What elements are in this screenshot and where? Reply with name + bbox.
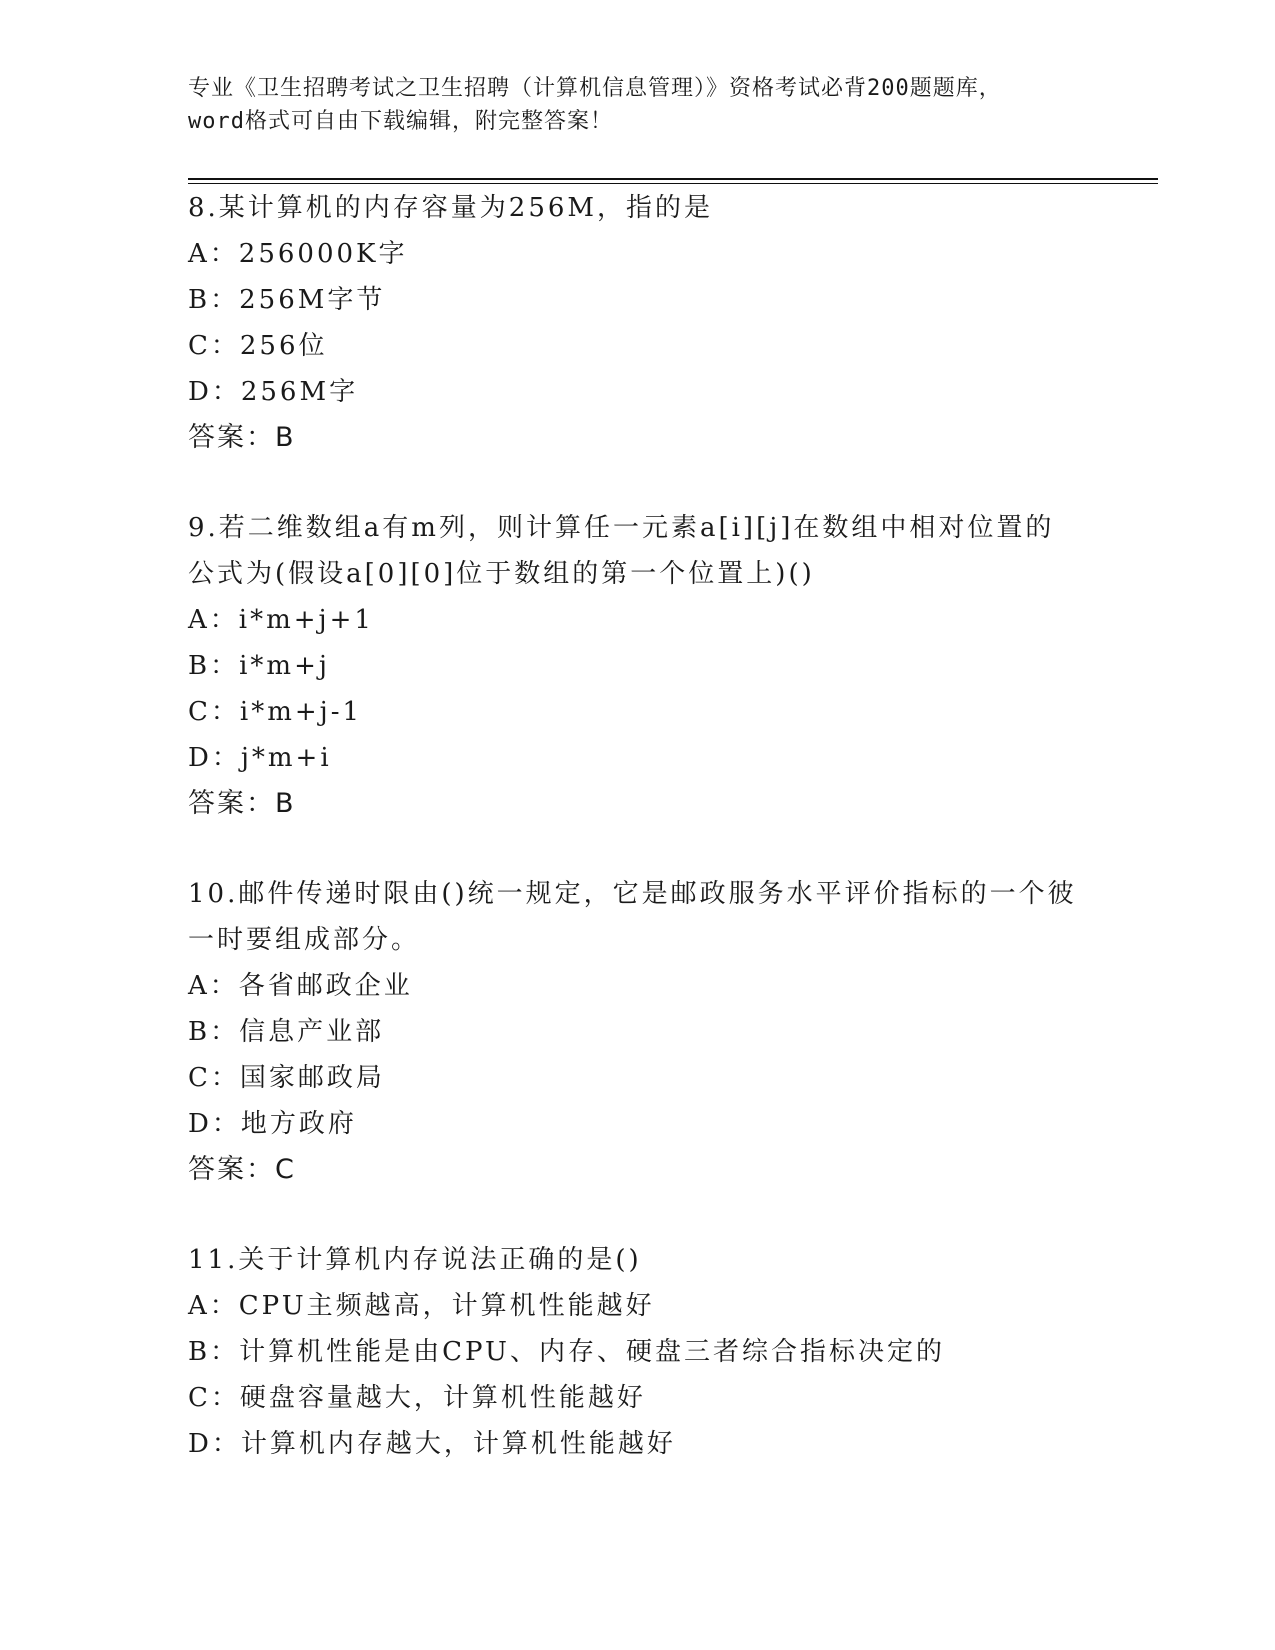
option-b: B：i*m+j bbox=[188, 651, 330, 681]
answer-line: 答案：B bbox=[188, 422, 296, 453]
option-d: D：256M字 bbox=[188, 377, 359, 407]
answer-line: 答案：C bbox=[188, 1154, 296, 1185]
header-divider-thick bbox=[188, 178, 1158, 180]
option-d: D：地方政府 bbox=[188, 1109, 357, 1139]
option-c: C：i*m+j-1 bbox=[188, 697, 363, 727]
answer-line: 答案：B bbox=[188, 788, 296, 819]
question-8 bbox=[188, 185, 1088, 461]
option-a: A：各省邮政企业 bbox=[188, 971, 413, 1001]
question-11 bbox=[188, 1237, 1088, 1467]
document-header bbox=[188, 72, 1088, 138]
option-a: A：i*m+j+1 bbox=[188, 605, 374, 635]
question-stem: 11.关于计算机内存说法正确的是() bbox=[188, 1245, 642, 1275]
question-9 bbox=[188, 505, 1088, 827]
question-list bbox=[188, 185, 1088, 1511]
header-divider-thin bbox=[188, 183, 1158, 184]
option-d: D：j*m+i bbox=[188, 743, 332, 773]
option-b: B：信息产业部 bbox=[188, 1017, 385, 1047]
option-a: A：CPU主频越高，计算机性能越好 bbox=[188, 1291, 655, 1321]
question-stem: 9.若二维数组a有m列，则计算任一元素a[i][j]在数组中相对位置的 bbox=[188, 513, 1055, 543]
question-stem: 8.某计算机的内存容量为256M，指的是 bbox=[188, 193, 714, 223]
option-b: B：计算机性能是由CPU、内存、硬盘三者综合指标决定的 bbox=[188, 1337, 945, 1367]
header-line-2: word格式可自由下载编辑，附完整答案！ bbox=[188, 109, 613, 134]
option-c: C：国家邮政局 bbox=[188, 1063, 385, 1093]
question-stem-continued: 公式为(假设a[0][0]位于数组的第一个位置上)() bbox=[188, 559, 815, 589]
question-stem: 10.邮件传递时限由()统一规定，它是邮政服务水平评价指标的一个彼 bbox=[188, 879, 1077, 909]
option-c: C：硬盘容量越大，计算机性能越好 bbox=[188, 1383, 646, 1413]
option-b: B：256M字节 bbox=[188, 285, 386, 315]
question-stem-continued: 一时要组成部分。 bbox=[188, 925, 421, 955]
question-10 bbox=[188, 871, 1088, 1193]
option-a: A：256000K字 bbox=[188, 239, 408, 269]
header-line-1: 专业《卫生招聘考试之卫生招聘（计算机信息管理）》资格考试必背200题题库， bbox=[188, 76, 1002, 101]
option-d: D：计算机内存越大，计算机性能越好 bbox=[188, 1429, 676, 1459]
option-c: C：256位 bbox=[188, 331, 328, 361]
